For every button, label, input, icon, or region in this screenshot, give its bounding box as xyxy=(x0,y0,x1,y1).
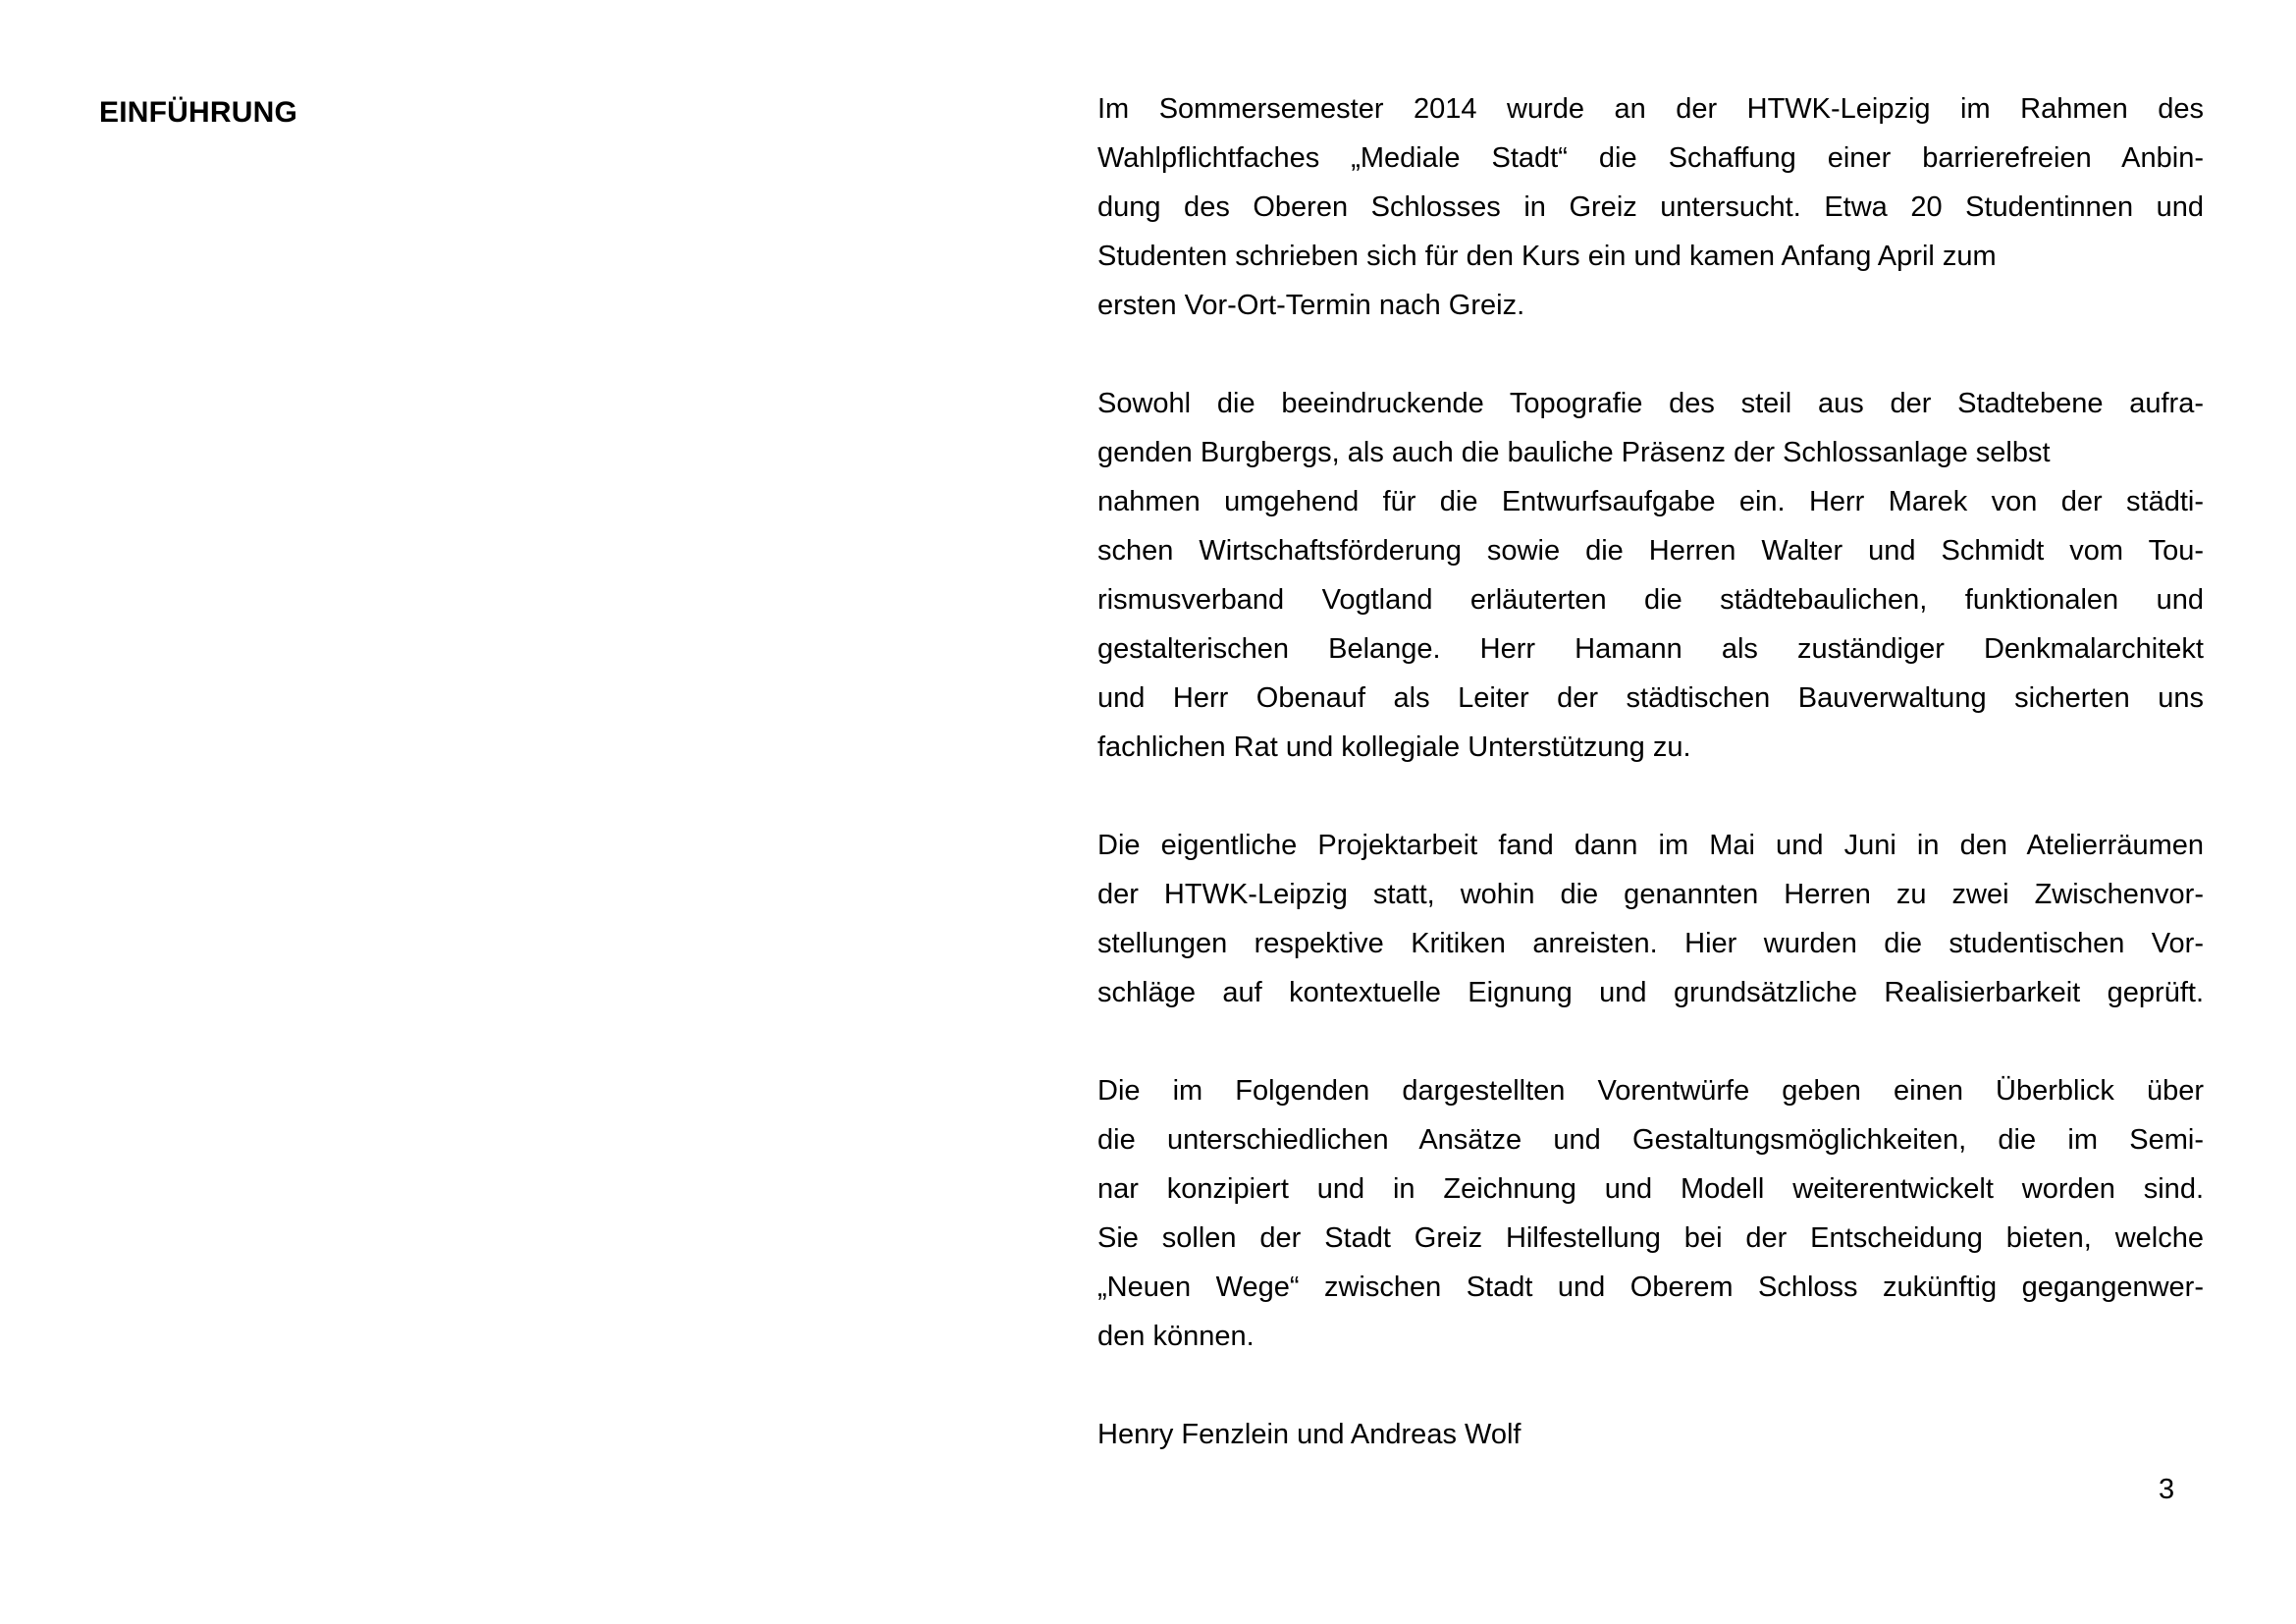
text-line: der HTWK-Leipzig statt, wohin die genannten Herren zu zwei Zwischenvor- xyxy=(1097,879,2204,910)
signature: Henry Fenzlein und Andreas Wolf xyxy=(1097,1419,1522,1450)
text-line: Im Sommersemester 2014 wurde an der HTWK-Leipzig im Rahmen des xyxy=(1097,93,2204,125)
text-line: nahmen umgehend für die Entwurfsaufgabe ein. Herr Marek von der städti- xyxy=(1097,486,2204,517)
text-line: nar konzipiert und in Zeichnung und Modell weiterentwickelt worden sind. xyxy=(1097,1173,2204,1205)
text-line: die unterschiedlichen Ansätze und Gestaltungsmöglichkeiten, die im Semi- xyxy=(1097,1124,2204,1156)
text-line: Sowohl die beeindruckende Topografie des steil aus der Stadtebene aufra- xyxy=(1097,388,2204,419)
text-line: gestalterischen Belange. Herr Hamann als zuständiger Denkmalarchitekt xyxy=(1097,633,2204,665)
text-line: genden Burgbergs, als auch die bauliche Präsenz der Schlossanlage selbst xyxy=(1097,437,2051,468)
text-line: Die im Folgenden dargestellten Vorentwürfe geben einen Überblick über xyxy=(1097,1075,2204,1107)
text-line: rismusverband Vogtland erläuterten die städtebaulichen, funktionalen und xyxy=(1097,584,2204,616)
text-line: fachlichen Rat und kollegiale Unterstützung zu. xyxy=(1097,731,1691,763)
paragraph xyxy=(1097,379,2204,772)
text-line: schen Wirtschaftsförderung sowie die Herren Walter und Schmidt vom Tou- xyxy=(1097,535,2204,567)
text-line: ersten Vor-Ort-Termin nach Greiz. xyxy=(1097,290,1525,321)
text-line: stellungen respektive Kritiken anreisten. Hier wurden die studentischen Vor- xyxy=(1097,928,2204,959)
page-number: 3 xyxy=(2159,1474,2175,1505)
text-line: Die eigentliche Projektarbeit fand dann im Mai und Juni in den Atelierräumen xyxy=(1097,830,2204,861)
text-line: Sie sollen der Stadt Greiz Hilfestellung bei der Entscheidung bieten, welche xyxy=(1097,1222,2204,1254)
text-line: und Herr Obenauf als Leiter der städtischen Bauverwaltung sicherten uns xyxy=(1097,682,2204,714)
paragraph xyxy=(1097,821,2204,1017)
section-heading: EINFÜHRUNG xyxy=(99,96,297,129)
paragraph xyxy=(1097,84,2204,330)
text-line: schläge auf kontextuelle Eignung und grundsätzliche Realisierbarkeit geprüft. xyxy=(1097,977,2204,1008)
text-line: dung des Oberen Schlosses in Greiz untersucht. Etwa 20 Studentinnen und xyxy=(1097,191,2204,223)
text-line: „Neuen Wege“ zwischen Stadt und Oberem Schloss zukünftig gegangenwer- xyxy=(1097,1272,2204,1303)
text-line: Studenten schrieben sich für den Kurs ein und kamen Anfang April zum xyxy=(1097,241,1997,272)
body-text xyxy=(1097,84,2204,1459)
paragraph xyxy=(1097,1066,2204,1361)
text-line: Wahlpflichtfaches „Mediale Stadt“ die Schaffung einer barrierefreien Anbin- xyxy=(1097,142,2204,174)
text-line: den können. xyxy=(1097,1321,1255,1352)
